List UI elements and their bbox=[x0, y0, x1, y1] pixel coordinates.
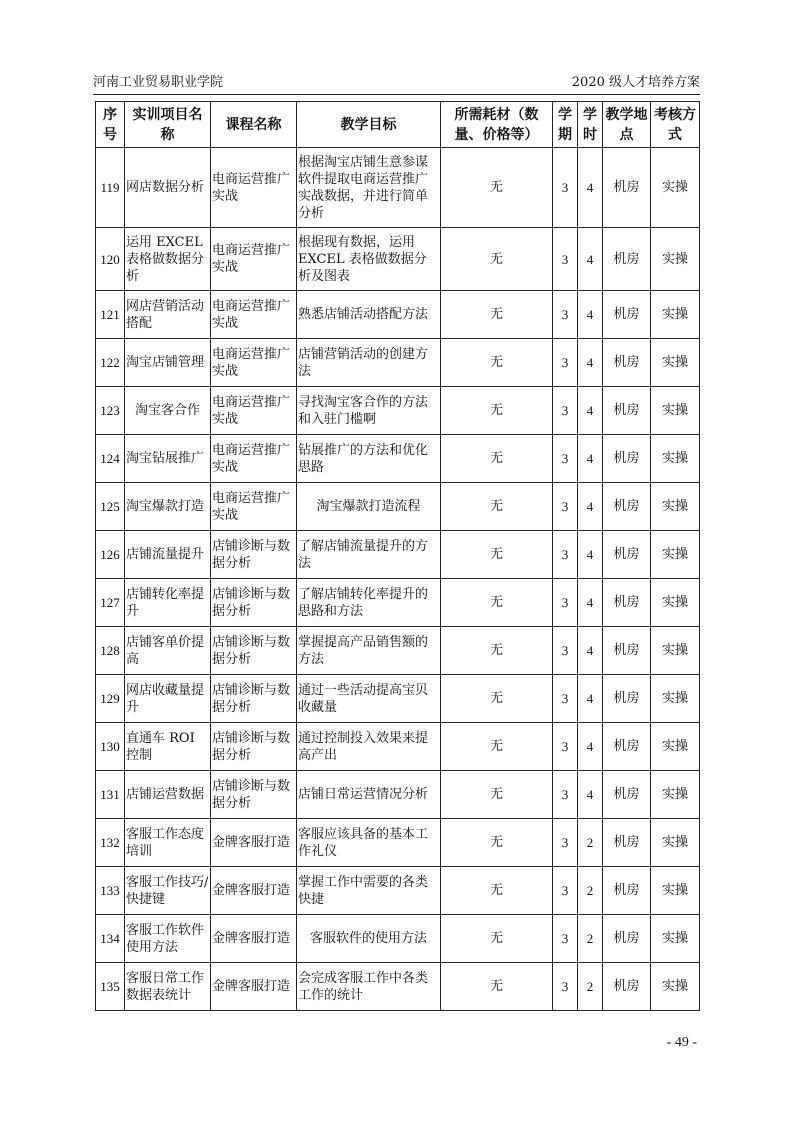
cell-place: 机房 bbox=[603, 483, 651, 531]
cell-material: 无 bbox=[441, 819, 553, 867]
cell-exam: 实操 bbox=[651, 675, 700, 723]
table-row bbox=[96, 148, 700, 228]
cell-material: 无 bbox=[441, 963, 553, 1011]
cell-course: 店铺诊断与数据分析 bbox=[211, 771, 297, 819]
cell-term: 3 bbox=[553, 867, 578, 915]
cell-project: 淘宝客合作 bbox=[125, 387, 211, 435]
cell-course: 金牌客服打造 bbox=[211, 867, 297, 915]
table-row bbox=[96, 579, 700, 627]
cell-hours: 4 bbox=[578, 291, 603, 339]
cell-material: 无 bbox=[441, 915, 553, 963]
cell-course: 电商运营推广实战 bbox=[211, 228, 297, 291]
table-row bbox=[96, 291, 700, 339]
cell-goal: 寻找淘宝客合作的方法和入驻门槛啊 bbox=[297, 387, 441, 435]
cell-hours: 4 bbox=[578, 228, 603, 291]
cell-goal: 了解店铺转化率提升的思路和方法 bbox=[297, 579, 441, 627]
table-row bbox=[96, 771, 700, 819]
cell-material: 无 bbox=[441, 531, 553, 579]
cell-no: 133 bbox=[96, 867, 125, 915]
cell-hours: 2 bbox=[578, 867, 603, 915]
cell-project: 客服工作态度培训 bbox=[125, 819, 211, 867]
cell-exam: 实操 bbox=[651, 579, 700, 627]
cell-exam: 实操 bbox=[651, 339, 700, 387]
table-row bbox=[96, 915, 700, 963]
cell-exam: 实操 bbox=[651, 148, 700, 228]
cell-exam: 实操 bbox=[651, 627, 700, 675]
cell-exam: 实操 bbox=[651, 435, 700, 483]
cell-hours: 4 bbox=[578, 579, 603, 627]
cell-hours: 4 bbox=[578, 339, 603, 387]
cell-place: 机房 bbox=[603, 387, 651, 435]
cell-hours: 4 bbox=[578, 531, 603, 579]
cell-no: 134 bbox=[96, 915, 125, 963]
cell-project: 淘宝店铺管理 bbox=[125, 339, 211, 387]
cell-place: 机房 bbox=[603, 627, 651, 675]
cell-course: 店铺诊断与数据分析 bbox=[211, 627, 297, 675]
cell-course: 电商运营推广实战 bbox=[211, 148, 297, 228]
cell-place: 机房 bbox=[603, 291, 651, 339]
table-row bbox=[96, 723, 700, 771]
cell-material: 无 bbox=[441, 339, 553, 387]
table-row bbox=[96, 228, 700, 291]
cell-place: 机房 bbox=[603, 435, 651, 483]
table-row bbox=[96, 531, 700, 579]
cell-no: 121 bbox=[96, 291, 125, 339]
table-header-row bbox=[96, 102, 700, 148]
cell-no: 124 bbox=[96, 435, 125, 483]
cell-no: 135 bbox=[96, 963, 125, 1011]
cell-no: 126 bbox=[96, 531, 125, 579]
cell-material: 无 bbox=[441, 291, 553, 339]
cell-place: 机房 bbox=[603, 579, 651, 627]
cell-place: 机房 bbox=[603, 148, 651, 228]
col-header-material: 所需耗材（数量、价格等） bbox=[441, 102, 553, 148]
cell-hours: 4 bbox=[578, 723, 603, 771]
col-header-no: 序号 bbox=[96, 102, 125, 148]
cell-exam: 实操 bbox=[651, 291, 700, 339]
cell-term: 3 bbox=[553, 291, 578, 339]
cell-exam: 实操 bbox=[651, 915, 700, 963]
cell-place: 机房 bbox=[603, 963, 651, 1011]
cell-hours: 4 bbox=[578, 771, 603, 819]
cell-course: 金牌客服打造 bbox=[211, 819, 297, 867]
cell-project: 淘宝爆款打造 bbox=[125, 483, 211, 531]
cell-goal: 店铺营销活动的创建方法 bbox=[297, 339, 441, 387]
cell-term: 3 bbox=[553, 387, 578, 435]
cell-goal: 掌握提高产品销售额的方法 bbox=[297, 627, 441, 675]
cell-course: 金牌客服打造 bbox=[211, 915, 297, 963]
cell-term: 3 bbox=[553, 915, 578, 963]
cell-no: 132 bbox=[96, 819, 125, 867]
cell-no: 123 bbox=[96, 387, 125, 435]
cell-project: 网店数据分析 bbox=[125, 148, 211, 228]
cell-material: 无 bbox=[441, 228, 553, 291]
cell-no: 125 bbox=[96, 483, 125, 531]
cell-project: 店铺转化率提升 bbox=[125, 579, 211, 627]
page-number: - 49 - bbox=[666, 1035, 697, 1050]
cell-material: 无 bbox=[441, 579, 553, 627]
cell-material: 无 bbox=[441, 148, 553, 228]
cell-project: 淘宝钻展推广 bbox=[125, 435, 211, 483]
cell-project: 店铺运营数据 bbox=[125, 771, 211, 819]
cell-place: 机房 bbox=[603, 867, 651, 915]
cell-hours: 2 bbox=[578, 915, 603, 963]
cell-exam: 实操 bbox=[651, 867, 700, 915]
cell-place: 机房 bbox=[603, 531, 651, 579]
cell-material: 无 bbox=[441, 723, 553, 771]
cell-term: 3 bbox=[553, 771, 578, 819]
cell-goal: 了解店铺流量提升的方法 bbox=[297, 531, 441, 579]
cell-project: 店铺客单价提高 bbox=[125, 627, 211, 675]
cell-project: 运用 EXCEL 表格做数据分析 bbox=[125, 228, 211, 291]
table-row bbox=[96, 675, 700, 723]
cell-material: 无 bbox=[441, 675, 553, 723]
cell-project: 客服工作技巧/快捷键 bbox=[125, 867, 211, 915]
cell-goal: 通过控制投入效果来提高产出 bbox=[297, 723, 441, 771]
cell-project: 直通车 ROI 控制 bbox=[125, 723, 211, 771]
cell-term: 3 bbox=[553, 675, 578, 723]
col-header-course: 课程名称 bbox=[211, 102, 297, 148]
cell-project: 店铺流量提升 bbox=[125, 531, 211, 579]
cell-goal: 客服软件的使用方法 bbox=[297, 915, 441, 963]
cell-term: 3 bbox=[553, 627, 578, 675]
cell-place: 机房 bbox=[603, 771, 651, 819]
cell-course: 电商运营推广实战 bbox=[211, 483, 297, 531]
cell-exam: 实操 bbox=[651, 963, 700, 1011]
cell-project: 客服日常工作数据表统计 bbox=[125, 963, 211, 1011]
cell-goal: 通过一些活动提高宝贝收藏量 bbox=[297, 675, 441, 723]
col-header-place: 教学地点 bbox=[603, 102, 651, 148]
table-row bbox=[96, 339, 700, 387]
cell-no: 127 bbox=[96, 579, 125, 627]
cell-exam: 实操 bbox=[651, 228, 700, 291]
cell-hours: 4 bbox=[578, 675, 603, 723]
cell-project: 网店营销活动搭配 bbox=[125, 291, 211, 339]
cell-course: 店铺诊断与数据分析 bbox=[211, 579, 297, 627]
cell-course: 店铺诊断与数据分析 bbox=[211, 531, 297, 579]
cell-no: 122 bbox=[96, 339, 125, 387]
cell-place: 机房 bbox=[603, 915, 651, 963]
cell-material: 无 bbox=[441, 483, 553, 531]
cell-material: 无 bbox=[441, 627, 553, 675]
header-school: 河南工业贸易职业学院 bbox=[93, 75, 224, 90]
training-table bbox=[95, 101, 700, 1011]
cell-course: 店铺诊断与数据分析 bbox=[211, 675, 297, 723]
cell-course: 电商运营推广实战 bbox=[211, 291, 297, 339]
table-row bbox=[96, 483, 700, 531]
cell-exam: 实操 bbox=[651, 387, 700, 435]
cell-project: 网店收藏量提升 bbox=[125, 675, 211, 723]
table-row bbox=[96, 963, 700, 1011]
cell-place: 机房 bbox=[603, 675, 651, 723]
cell-no: 119 bbox=[96, 148, 125, 228]
cell-material: 无 bbox=[441, 435, 553, 483]
cell-course: 电商运营推广实战 bbox=[211, 339, 297, 387]
cell-goal: 钻展推广的方法和优化思路 bbox=[297, 435, 441, 483]
col-header-goal: 教学目标 bbox=[297, 102, 441, 148]
cell-no: 129 bbox=[96, 675, 125, 723]
cell-exam: 实操 bbox=[651, 771, 700, 819]
table-row bbox=[96, 627, 700, 675]
cell-material: 无 bbox=[441, 387, 553, 435]
cell-place: 机房 bbox=[603, 819, 651, 867]
table-row bbox=[96, 819, 700, 867]
cell-goal: 根据淘宝店铺生意参谋软件提取电商运营推广实战数据，并进行简单分析 bbox=[297, 148, 441, 228]
cell-hours: 2 bbox=[578, 963, 603, 1011]
cell-term: 3 bbox=[553, 579, 578, 627]
cell-term: 3 bbox=[553, 819, 578, 867]
cell-goal: 客服应该具备的基本工作礼仪 bbox=[297, 819, 441, 867]
cell-project: 客服工作软件使用方法 bbox=[125, 915, 211, 963]
cell-no: 130 bbox=[96, 723, 125, 771]
cell-hours: 2 bbox=[578, 819, 603, 867]
cell-exam: 实操 bbox=[651, 723, 700, 771]
cell-exam: 实操 bbox=[651, 531, 700, 579]
cell-material: 无 bbox=[441, 771, 553, 819]
cell-term: 3 bbox=[553, 435, 578, 483]
cell-place: 机房 bbox=[603, 339, 651, 387]
col-header-hours: 学时 bbox=[578, 102, 603, 148]
cell-place: 机房 bbox=[603, 228, 651, 291]
table-row bbox=[96, 435, 700, 483]
cell-course: 金牌客服打造 bbox=[211, 963, 297, 1011]
cell-exam: 实操 bbox=[651, 483, 700, 531]
cell-term: 3 bbox=[553, 228, 578, 291]
cell-goal: 店铺日常运营情况分析 bbox=[297, 771, 441, 819]
cell-term: 3 bbox=[553, 531, 578, 579]
cell-exam: 实操 bbox=[651, 819, 700, 867]
cell-material: 无 bbox=[441, 867, 553, 915]
cell-hours: 4 bbox=[578, 387, 603, 435]
cell-course: 电商运营推广实战 bbox=[211, 435, 297, 483]
cell-goal: 会完成客服工作中各类工作的统计 bbox=[297, 963, 441, 1011]
cell-term: 3 bbox=[553, 339, 578, 387]
table-row bbox=[96, 867, 700, 915]
cell-goal: 熟悉店铺活动搭配方法 bbox=[297, 291, 441, 339]
cell-no: 128 bbox=[96, 627, 125, 675]
cell-course: 店铺诊断与数据分析 bbox=[211, 723, 297, 771]
cell-goal: 掌握工作中需要的各类快捷 bbox=[297, 867, 441, 915]
cell-hours: 4 bbox=[578, 627, 603, 675]
cell-course: 电商运营推广实战 bbox=[211, 387, 297, 435]
cell-no: 120 bbox=[96, 228, 125, 291]
page-header bbox=[93, 70, 700, 95]
cell-goal: 根据现有数据，运用 EXCEL 表格做数据分析及图表 bbox=[297, 228, 441, 291]
cell-term: 3 bbox=[553, 963, 578, 1011]
cell-hours: 4 bbox=[578, 435, 603, 483]
table-row bbox=[96, 387, 700, 435]
col-header-term: 学期 bbox=[553, 102, 578, 148]
cell-no: 131 bbox=[96, 771, 125, 819]
cell-goal: 淘宝爆款打造流程 bbox=[297, 483, 441, 531]
cell-hours: 4 bbox=[578, 483, 603, 531]
cell-term: 3 bbox=[553, 483, 578, 531]
cell-hours: 4 bbox=[578, 148, 603, 228]
col-header-project: 实训项目名称 bbox=[125, 102, 211, 148]
cell-term: 3 bbox=[553, 723, 578, 771]
cell-place: 机房 bbox=[603, 723, 651, 771]
cell-term: 3 bbox=[553, 148, 578, 228]
header-doc-title: 2020 级人才培养方案 bbox=[571, 75, 700, 90]
col-header-exam: 考核方式 bbox=[651, 102, 700, 148]
